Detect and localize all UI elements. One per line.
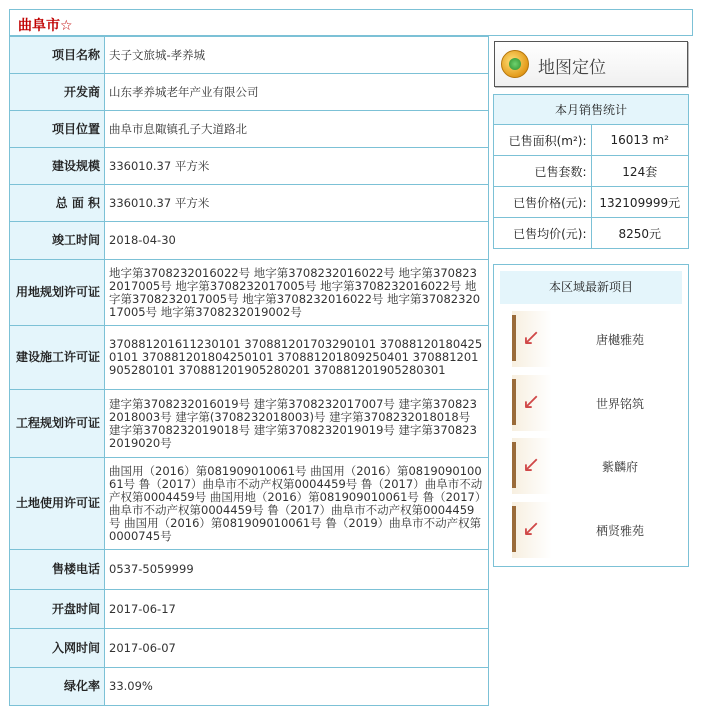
avg-price-value: 8250元 xyxy=(591,218,689,249)
sales-phone-label: 售楼电话 xyxy=(10,550,105,590)
map-location-label: 地图定位 xyxy=(538,58,606,78)
table-row xyxy=(10,550,489,590)
table-row xyxy=(10,222,489,260)
table-row xyxy=(10,260,489,326)
table-row xyxy=(10,590,489,629)
opening-date-label: 开盘时间 xyxy=(10,590,105,629)
total-area-label: 总 面 积 xyxy=(10,185,105,222)
table-row xyxy=(10,390,489,458)
sales-phone-value: 0537-5059999 xyxy=(105,550,489,590)
location-label: 项目位置 xyxy=(10,111,105,148)
sold-price-label: 已售价格(元): xyxy=(494,187,592,218)
project-info-table xyxy=(9,36,489,706)
build-scale-label: 建设规模 xyxy=(10,148,105,185)
monthly-sales-title: 本月销售统计 xyxy=(494,95,689,125)
online-date-label: 入网时间 xyxy=(10,629,105,668)
land-use-permit-label: 土地使用许可证 xyxy=(10,458,105,550)
table-row xyxy=(10,629,489,668)
table-row xyxy=(10,458,489,550)
land-use-permit-value: 曲国用（2016）第081909010061号 曲国用（2016）第081909010061号 鲁（2017）曲阜市不动产权第0004459号 鲁（2017）曲阜市不动产权第0004459号 曲国用地（2016）第081909010061号 鲁（2017）曲阜市不动产权第0004459号 鲁（2017）曲阜市不动产权第0004459号 曲国用（2016）第081909010061号 鲁（2019）曲阜市不动产权第0000745号 xyxy=(105,458,489,550)
recent-project-name[interactable]: 栖贤雅苑 xyxy=(595,524,644,538)
project-thumbnail-icon xyxy=(512,311,552,367)
sold-area-label: 已售面积(m²): xyxy=(494,125,592,156)
construction-permit-value: 370881201611230101 370881201703290101 370881201804250101 370881201804250101 370881201809250401 370881201905280101 370881201905280201 370881201905280301 xyxy=(105,326,489,390)
recent-project-name[interactable]: 紫麟府 xyxy=(601,460,638,474)
project-thumbnail-icon xyxy=(512,375,552,431)
project-name-label: 项目名称 xyxy=(10,37,105,74)
recent-project-item[interactable] xyxy=(512,438,675,494)
developer-label: 开发商 xyxy=(10,74,105,111)
table-row xyxy=(10,148,489,185)
sold-units-label: 已售套数: xyxy=(494,156,592,187)
recent-project-item[interactable] xyxy=(512,375,675,431)
land-planning-permit-label: 用地规划许可证 xyxy=(10,260,105,326)
construction-permit-label: 建设施工许可证 xyxy=(10,326,105,390)
sold-area-value: 16013 m² xyxy=(591,125,689,156)
map-location-button[interactable] xyxy=(494,41,688,87)
opening-date-value: 2017-06-17 xyxy=(105,590,489,629)
location-value: 曲阜市息陬镇孔子大道路北 xyxy=(105,111,489,148)
table-row xyxy=(10,74,489,111)
avg-price-label: 已售均价(元): xyxy=(494,218,592,249)
monthly-sales-table xyxy=(493,94,689,249)
total-area-value: 336010.37 平方米 xyxy=(105,185,489,222)
online-date-value: 2017-06-07 xyxy=(105,629,489,668)
green-rate-value: 33.09% xyxy=(105,668,489,706)
recent-project-item[interactable] xyxy=(512,502,675,558)
completion-date-value: 2018-04-30 xyxy=(105,222,489,260)
recent-projects-panel xyxy=(493,264,689,567)
recent-projects-title: 本区域最新项目 xyxy=(500,271,682,304)
table-row xyxy=(10,37,489,74)
page-title: 曲阜市☆ xyxy=(18,18,73,34)
sold-price-value: 132109999元 xyxy=(591,187,689,218)
recent-project-name[interactable]: 唐樾雅苑 xyxy=(595,333,644,347)
engineering-permit-label: 工程规划许可证 xyxy=(10,390,105,458)
green-rate-label: 绿化率 xyxy=(10,668,105,706)
project-thumbnail-icon xyxy=(512,502,552,558)
engineering-permit-value: 建字第3708232016019号 建字第3708232017007号 建字第3708232018003号 建字第(3708232018003)号 建字第3708232018018号 建字第3708232019018号 建字第3708232019019号 建字第3708232019020号 xyxy=(105,390,489,458)
table-row xyxy=(10,668,489,706)
recent-project-name[interactable]: 世界铭筑 xyxy=(595,397,644,411)
land-planning-permit-value: 地字第3708232016022号 地字第3708232016022号 地字第3708232017005号 地字第3708232017005号 地字第3708232016022号 地字第3708232017005号 地字第3708232016022号 地字第3708232017005号 地字第3708232019002号 xyxy=(105,260,489,326)
completion-date-label: 竣工时间 xyxy=(10,222,105,260)
table-row xyxy=(10,111,489,148)
map-globe-icon xyxy=(501,50,529,78)
project-name-value: 夫子文旅城-孝养城 xyxy=(105,37,489,74)
build-scale-value: 336010.37 平方米 xyxy=(105,148,489,185)
table-row xyxy=(10,326,489,390)
page-header xyxy=(9,9,693,36)
table-row xyxy=(10,185,489,222)
recent-project-item[interactable] xyxy=(512,311,675,367)
project-thumbnail-icon xyxy=(512,438,552,494)
developer-value: 山东孝养城老年产业有限公司 xyxy=(105,74,489,111)
sold-units-value: 124套 xyxy=(591,156,689,187)
